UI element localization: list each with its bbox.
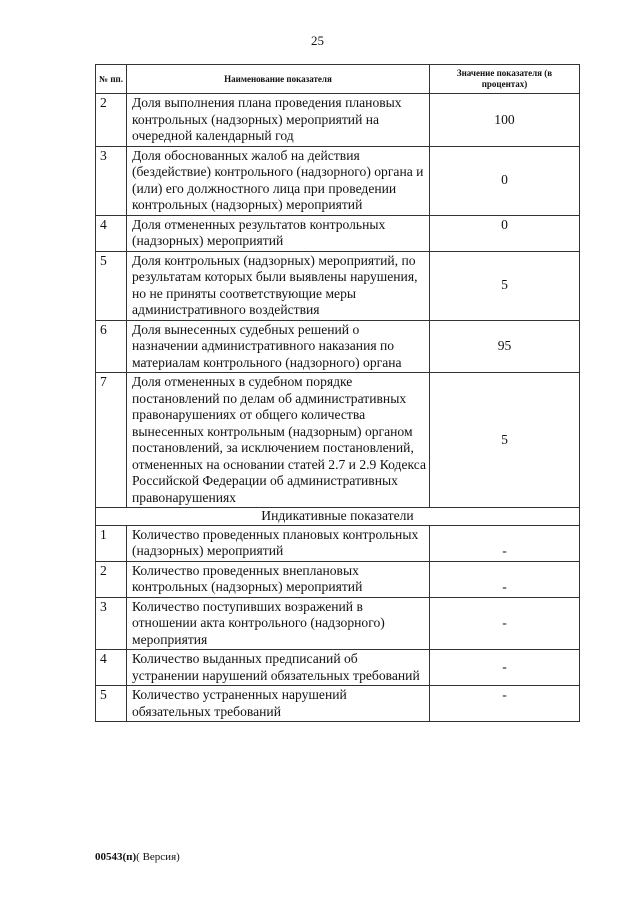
table-header-row	[96, 65, 580, 94]
header-value: Значение показателя (в процентах)	[430, 65, 580, 94]
table-row	[96, 146, 580, 215]
row-value: -	[430, 525, 580, 561]
header-name: Наименование показателя	[127, 65, 430, 94]
table-row	[96, 650, 580, 686]
row-value: -	[430, 561, 580, 597]
document-code	[95, 851, 180, 863]
row-number: 2	[96, 561, 127, 597]
table-row	[96, 215, 580, 251]
document-code-number: 00543(п)	[95, 851, 137, 863]
section-row	[96, 508, 580, 526]
row-number: 5	[96, 686, 127, 722]
row-name: Доля вынесенных судебных решений о назначении административного наказания по материалам контрольного (надзорного) органа	[127, 320, 430, 373]
row-name: Доля контрольных (надзорных) мероприятий, по результатам которых были выявлены нарушения, но не приняты соответствующие меры административного воздействия	[127, 251, 430, 320]
row-number: 1	[96, 525, 127, 561]
row-value: -	[430, 686, 580, 722]
row-number: 4	[96, 215, 127, 251]
row-number: 6	[96, 320, 127, 373]
table-row	[96, 686, 580, 722]
row-number: 3	[96, 597, 127, 650]
row-value: -	[430, 597, 580, 650]
row-value: -	[430, 650, 580, 686]
row-number: 7	[96, 373, 127, 508]
row-value: 95	[430, 320, 580, 373]
row-name: Количество поступивших возражений в отношении акта контрольного (надзорного) мероприятия	[127, 597, 430, 650]
document-version: ( Версия)	[136, 851, 180, 863]
row-number: 2	[96, 94, 127, 147]
indicators-table	[95, 64, 580, 722]
row-name: Количество проведенных плановых контрольных (надзорных) мероприятий	[127, 525, 430, 561]
row-name: Доля обоснованных жалоб на действия (бездействие) контрольного (надзорного) органа и (или) его должностного лица при проведении контрольных (надзорных) мероприятий	[127, 146, 430, 215]
table-row	[96, 320, 580, 373]
table-row	[96, 525, 580, 561]
row-number: 3	[96, 146, 127, 215]
row-value: 0	[430, 215, 580, 251]
page-number: 25	[311, 33, 324, 48]
row-number: 5	[96, 251, 127, 320]
row-value: 100	[430, 94, 580, 147]
row-name: Количество проведенных внеплановых контрольных (надзорных) мероприятий	[127, 561, 430, 597]
section-title: Индикативные показатели	[96, 508, 580, 526]
table-row	[96, 597, 580, 650]
row-name: Доля выполнения плана проведения плановых контрольных (надзорных) мероприятий на очередной календарный год	[127, 94, 430, 147]
table-row	[96, 251, 580, 320]
row-name: Доля отмененных в судебном порядке постановлений по делам об административных правонарушениях от общего количества вынесенных контрольным (надзорным) органом постановлений, за исключением постановлений, отмененных на основании статей 2.7 и 2.9 Кодекса Российской Федерации об административных правонарушениях	[127, 373, 430, 508]
row-name: Количество выданных предписаний об устранении нарушений обязательных требований	[127, 650, 430, 686]
table-row	[96, 373, 580, 508]
row-value: 5	[430, 373, 580, 508]
row-name: Доля отмененных результатов контрольных (надзорных) мероприятий	[127, 215, 430, 251]
row-name: Количество устраненных нарушений обязательных требований	[127, 686, 430, 722]
row-value: 0	[430, 146, 580, 215]
row-number: 4	[96, 650, 127, 686]
table-row	[96, 94, 580, 147]
table-row	[96, 561, 580, 597]
row-value: 5	[430, 251, 580, 320]
header-number: № пп.	[96, 65, 127, 94]
